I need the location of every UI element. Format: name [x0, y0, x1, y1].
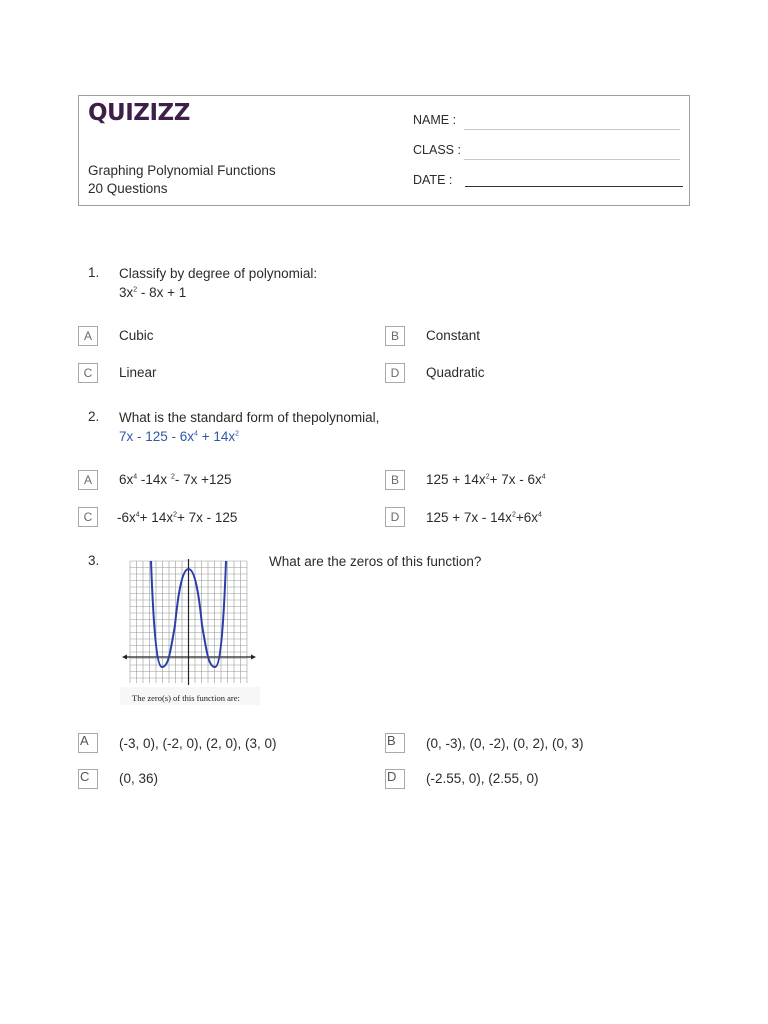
q2-option-c-text[interactable]: $-6x^4+ 14x^2+ 7x - 125$: [117, 510, 238, 525]
q1-option-d-text[interactable]: Quadratic: [426, 365, 485, 380]
question-1-number: 1.: [88, 265, 100, 280]
question-1-text: Classify by degree of polynomial:: [119, 266, 318, 281]
q3-option-b-text[interactable]: (0, -3), (0, -2), (0, 2), (0, 3): [426, 736, 584, 751]
graph-caption: The zero(s) of this function are:: [132, 693, 240, 703]
q3-option-c-box[interactable]: C: [78, 769, 98, 789]
q1-option-b-box[interactable]: B: [385, 326, 405, 346]
question-3-text: What are the zeros of this function?: [269, 554, 482, 569]
q3-option-d-text[interactable]: (-2.55, 0), (2.55, 0): [426, 771, 539, 786]
question-2-prompt: [119, 408, 379, 446]
question-3-number: 3.: [88, 553, 100, 568]
q2-option-a-text[interactable]: $6x^4$ -14x $^2$- 7x +125: [119, 472, 232, 487]
q1-option-b-text[interactable]: Constant: [426, 328, 481, 343]
graph-axes: [124, 559, 254, 685]
q2-option-c-box[interactable]: C: [78, 507, 98, 527]
q3-option-a-box[interactable]: A: [78, 733, 98, 753]
q2-option-a-box[interactable]: A: [78, 470, 98, 490]
class-label: CLASS :: [413, 143, 461, 157]
q1-option-a-box[interactable]: A: [78, 326, 98, 346]
q1-option-d-box[interactable]: D: [385, 363, 405, 383]
question-2-number: 2.: [88, 409, 100, 424]
polynomial-graph-image: [120, 555, 260, 705]
q3-option-c-text[interactable]: (0, 36): [119, 771, 159, 786]
worksheet-title: Graphing Polynomial Functions: [88, 163, 276, 178]
question-count: 20 Questions: [88, 181, 168, 196]
q2-option-d-text[interactable]: $125 + 7x - 14x^2+6x^4$: [426, 510, 542, 525]
date-field[interactable]: [465, 186, 683, 187]
worksheet-title-block: [88, 162, 276, 198]
q3-option-d-box[interactable]: D: [385, 769, 405, 789]
q2-option-b-box[interactable]: B: [385, 470, 405, 490]
q3-option-b-box[interactable]: B: [385, 733, 405, 753]
name-label: NAME :: [413, 113, 457, 127]
date-label: DATE :: [413, 173, 453, 187]
q1-option-c-text[interactable]: Linear: [119, 365, 157, 380]
question-1-prompt: [119, 264, 317, 302]
q3-option-a-text[interactable]: (-3, 0), (-2, 0), (2, 0), (3, 0): [119, 736, 277, 751]
q1-option-c-box[interactable]: C: [78, 363, 98, 383]
q2-option-d-box[interactable]: D: [385, 507, 405, 527]
q1-option-a-text[interactable]: Cubic: [119, 328, 154, 343]
q2-option-b-text[interactable]: $125 + 14x^2+ 7x - 6x^4$: [426, 472, 546, 487]
question-2-expression: $7x - 125 - 6x^4 + 14x^2$: [119, 429, 240, 444]
question-1-expression: $3x^2 - 8x + 1$: [119, 285, 187, 300]
question-2-text: What is the standard form of thepolynomial,: [119, 410, 380, 425]
name-field[interactable]: [464, 129, 680, 130]
quizizz-logo: QUIZIZZ: [88, 100, 190, 126]
class-field[interactable]: [464, 159, 680, 160]
